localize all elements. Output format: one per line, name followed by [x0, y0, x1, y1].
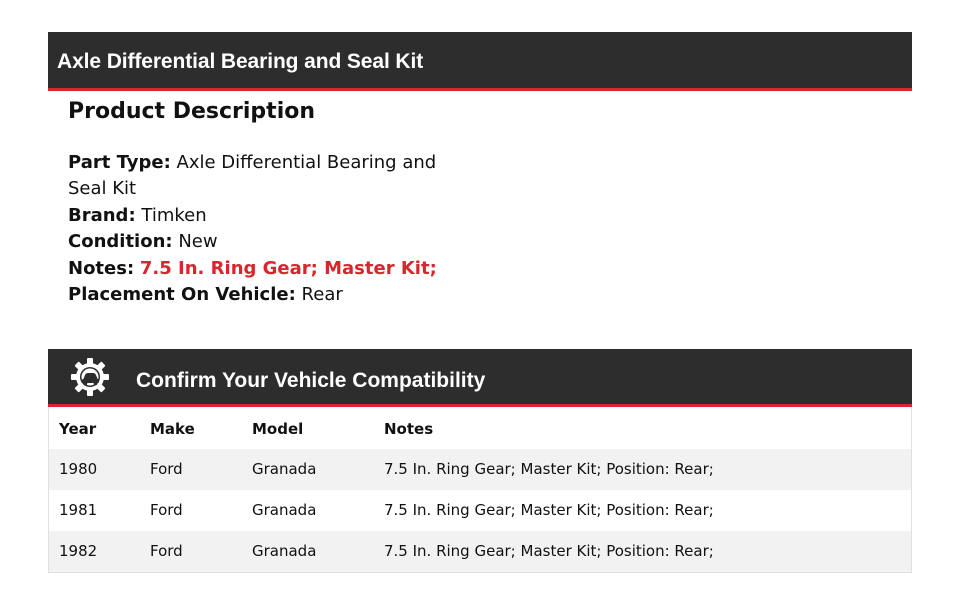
placement-row [68, 282, 448, 308]
gear-car-icon [70, 357, 110, 397]
cell-make: Ford [150, 501, 183, 519]
compatibility-bar [48, 349, 912, 407]
part-type-label: Part Type: [68, 152, 171, 173]
notes-label: Notes: [68, 257, 135, 279]
notes-row [68, 256, 448, 282]
product-title: Axle Differential Bearing and Seal Kit [57, 50, 424, 73]
placement-label: Placement On Vehicle: [68, 284, 296, 306]
compatibility-table [48, 407, 912, 573]
cell-make: Ford [150, 460, 183, 478]
description-heading: Product Description [68, 99, 316, 124]
compatibility-title: Confirm Your Vehicle Compatibility [136, 369, 486, 392]
table-row [49, 490, 911, 531]
cell-model: Granada [252, 501, 317, 519]
condition-row [68, 229, 448, 255]
cell-model: Granada [252, 542, 317, 560]
brand-row [68, 203, 448, 229]
product-description [68, 96, 448, 308]
condition-label: Condition: [68, 231, 173, 253]
condition-value: New [178, 231, 218, 253]
cell-notes: 7.5 In. Ring Gear; Master Kit; Position: Rear; [384, 501, 714, 519]
cell-notes: 7.5 In. Ring Gear; Master Kit; Position: Rear; [384, 460, 714, 478]
brand-label: Brand: [68, 204, 136, 226]
placement-value: Rear [301, 284, 343, 306]
notes-value: 7.5 In. Ring Gear; Master Kit; [139, 257, 437, 279]
cell-model: Granada [252, 460, 317, 478]
cell-year: 1980 [59, 460, 98, 478]
cell-notes: 7.5 In. Ring Gear; Master Kit; Position: Rear; [384, 542, 714, 560]
table-row [49, 449, 911, 490]
product-title-bar [48, 32, 912, 91]
table-header-row [49, 407, 911, 449]
table-row [49, 531, 911, 572]
brand-value: Timken [141, 204, 207, 226]
part-type-row [68, 150, 448, 203]
column-header-make: Make [150, 420, 195, 438]
column-header-model: Model [252, 420, 304, 438]
part-type-value: Axle Differential Bearing and Seal Kit [68, 152, 437, 200]
column-header-notes: Notes [384, 420, 434, 438]
cell-make: Ford [150, 542, 183, 560]
cell-year: 1982 [59, 542, 98, 560]
column-header-year: Year [59, 420, 97, 438]
cell-year: 1981 [59, 501, 98, 519]
